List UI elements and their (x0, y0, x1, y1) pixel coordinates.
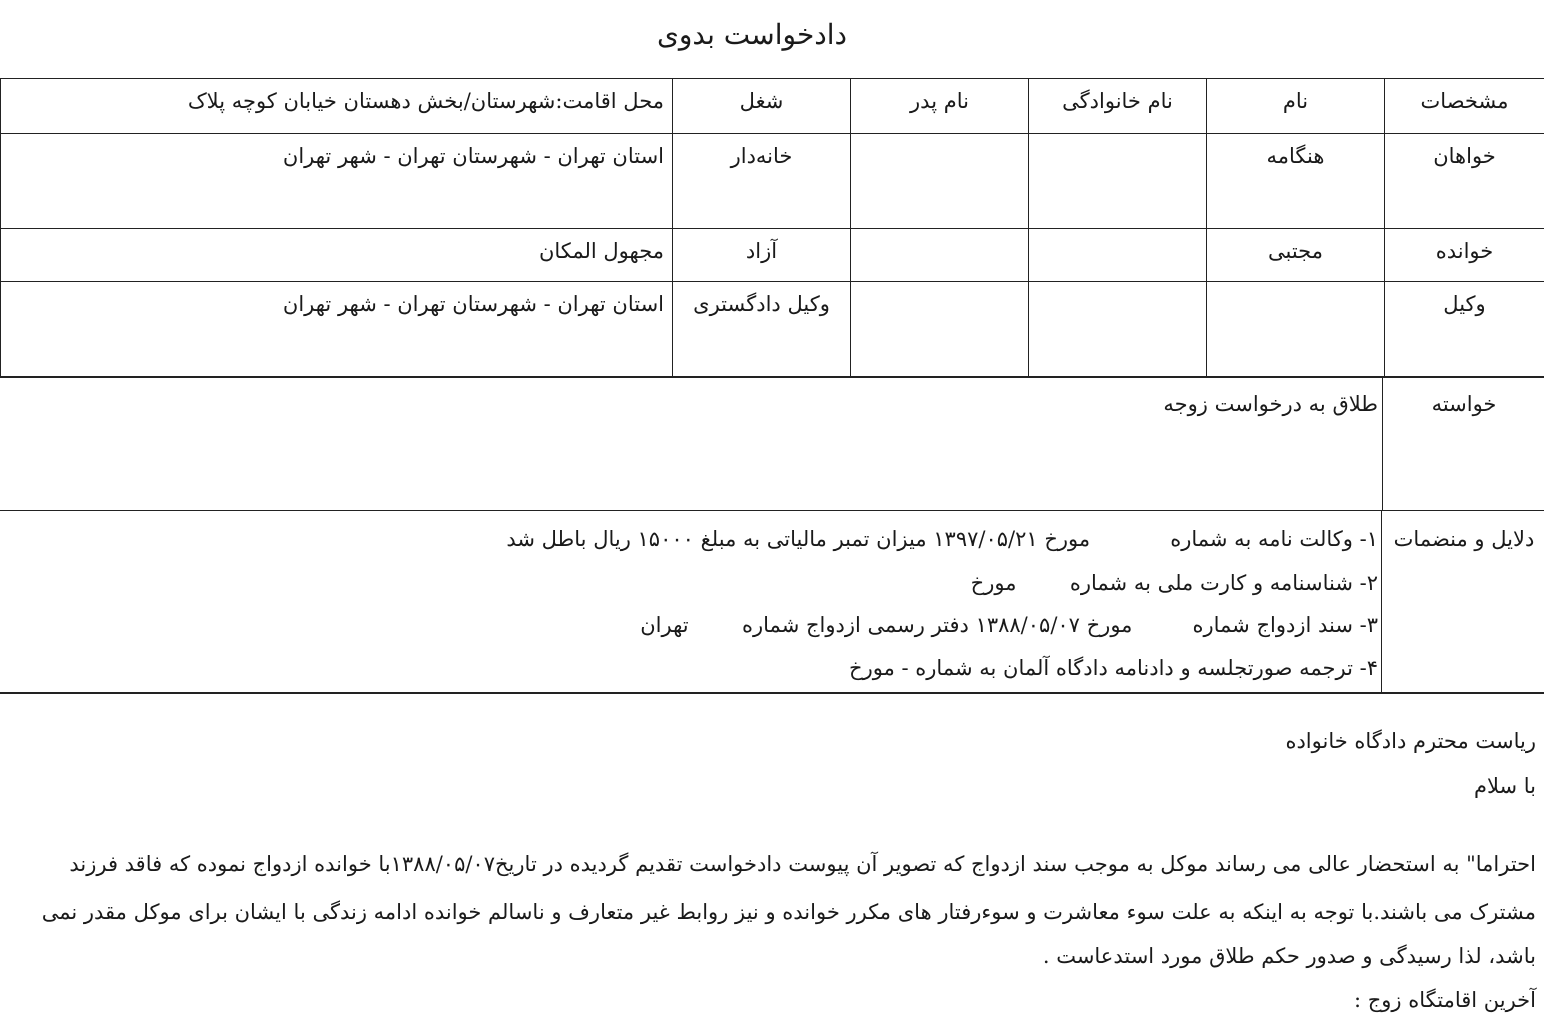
header-address: محل اقامت:شهرستان/بخش دهستان خیابان کوچه پلاک (1, 79, 673, 134)
job-cell: وکیل دادگستری (673, 282, 851, 378)
divider (1381, 511, 1382, 692)
father-name-cell (851, 134, 1029, 229)
letter-addressee: ریاست محترم دادگاه خانواده (1285, 729, 1536, 753)
father-name-cell (851, 229, 1029, 282)
first-name-cell: هنگامه (1207, 134, 1385, 229)
table-header-row (1, 79, 1544, 134)
evidence-label: دلایل و منضمات (1393, 527, 1535, 551)
header-father-name: نام پدر (851, 79, 1029, 134)
parties-table (0, 78, 1544, 378)
first-name-cell (1207, 282, 1385, 378)
role-cell: خوانده (1385, 229, 1544, 282)
letter-line-3: باشد، لذا رسیدگی و صدور حکم طلاق مورد استدعاست . (1042, 944, 1536, 968)
letter-greeting: با سلام (1473, 774, 1536, 798)
page-title: دادخواست بدوی (656, 18, 848, 51)
address-cell: استان تهران - شهرستان تهران - شهر تهران (1, 134, 673, 229)
evidence-item-2: ۲- شناسنامه و کارت ملی به شماره مورخ (970, 571, 1378, 595)
job-cell: خانه‌دار (673, 134, 851, 229)
letter-line-4: آخرین اقامتگاه زوج : (1353, 988, 1536, 1012)
header-last-name: نام خانوادگی (1029, 79, 1207, 134)
request-value: طلاق به درخواست زوجه (1163, 392, 1378, 416)
address-cell: استان تهران - شهرستان تهران - شهر تهران (1, 282, 673, 378)
table-row-lawyer (1, 282, 1544, 378)
address-cell: مجهول المکان (1, 229, 673, 282)
table-row-defendant (1, 229, 1544, 282)
role-cell: خواهان (1385, 134, 1544, 229)
header-specs: مشخصات (1385, 79, 1544, 134)
role-cell: وکیل (1385, 282, 1544, 378)
first-name-cell: مجتبی (1207, 229, 1385, 282)
letter-line-2: مشترک می باشند.با توجه به اینکه به علت سوء معاشرت و سوءرفتار های مکرر خوانده و نیز روابط غیر متعارف و ناسالم خوانده ادامه زندگی با ایشان برای موکل مقدر نمی (41, 900, 1536, 924)
evidence-item-4: ۴- ترجمه صورتجلسه و دادنامه دادگاه آلمان به شماره - مورخ (849, 656, 1378, 680)
letter-line-1: احتراما" به استحضار عالی می رساند موکل به موجب سند ازدواج که تصویر آن پیوست دادخواست تقدیم گردیده در تاریخ۱۳۸۸/۰۵/۰۷با خوانده ازدواج نموده که فاقد فرزند (69, 852, 1536, 876)
request-section (0, 376, 1544, 511)
last-name-cell (1029, 134, 1207, 229)
header-job: شغل (673, 79, 851, 134)
evidence-item-3: ۳- سند ازدواج شماره مورخ ۱۳۸۸/۰۵/۰۷ دفتر رسمی ازدواج شماره تهران (640, 613, 1378, 637)
request-label: خواسته (1431, 392, 1497, 416)
last-name-cell (1029, 229, 1207, 282)
header-first-name: نام (1207, 79, 1385, 134)
last-name-cell (1029, 282, 1207, 378)
father-name-cell (851, 282, 1029, 378)
evidence-section (0, 511, 1544, 694)
divider (1382, 376, 1383, 510)
evidence-item-1: ۱- وکالت نامه به شماره مورخ ۱۳۹۷/۰۵/۲۱ میزان تمبر مالیاتی به مبلغ ۱۵۰۰۰ ریال باطل شد (506, 527, 1378, 551)
table-row-plaintiff (1, 134, 1544, 229)
job-cell: آزاد (673, 229, 851, 282)
